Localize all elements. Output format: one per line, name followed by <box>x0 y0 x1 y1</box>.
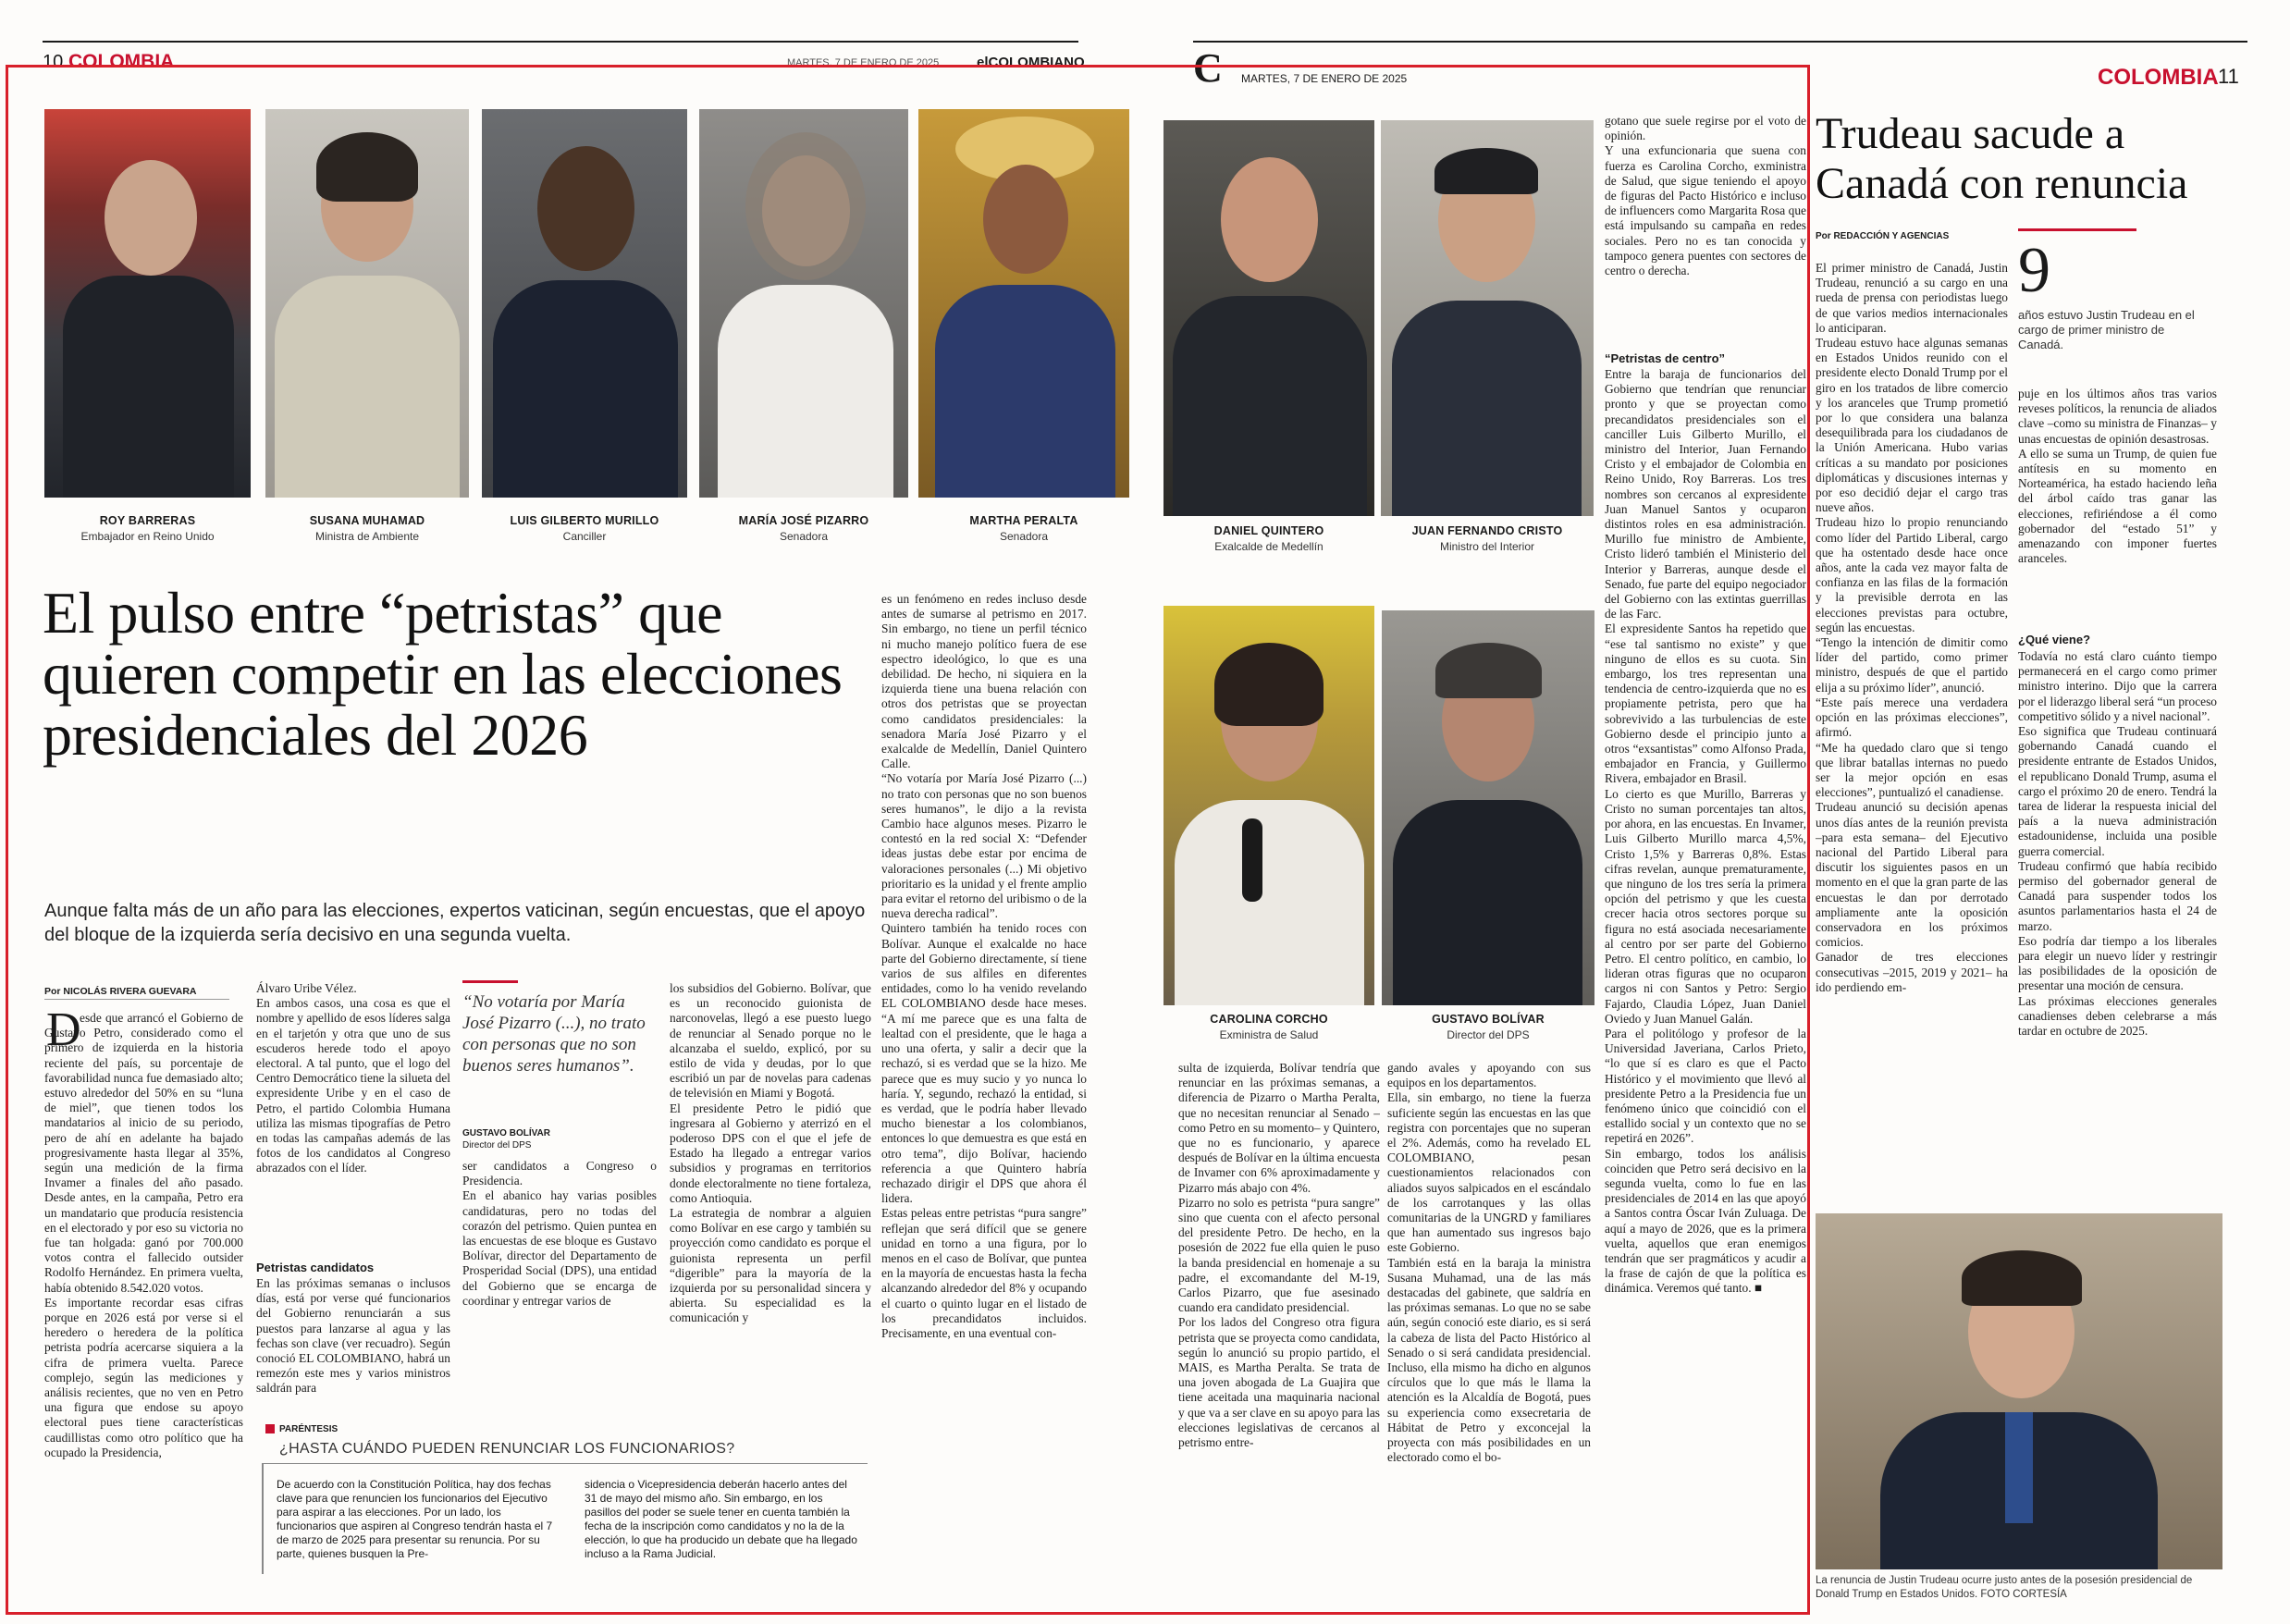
article-column-8b: Entre la baraja de funcionarios del Gobierno que tendrían que renunciar pronto y que se proyectan como precandidatos presidenciales son el canciller Luis Gilberto Murillo, el ministro del Interior, Juan Fernando Cristo y el embajador de Colombia en Reino Unido, Roy Barreras. Los tres nombres son cercanos al expresidente Juan Manuel Santos y ocuparon distintos roles en esa administración. Murillo fue ministro de Ambiente, Cristo lideró también el Ministerio del Interior y Barreras, aunque desde el Senado, fue parte del equipo negociador del Gobierno con las extintas guerrillas de las Farc. El expresidente Santos ha repetido que “ese tal santismo no existe” y que ninguno de ellos es su cuota. Sin embargo, los tres representan una tendencia de centro-izquierda que no es propiamente petrista, pero que ha sobrevivido a las turbulencias de este Gobierno desde el principio junto a otros “exsantistas” como Alfonso Prada, embajador en Francia, y Guillermo Rivera, embajador en Brasil. Lo cierto es que Murillo, Barreras y Cristo no suman porcentajes tan altos, por ahora, en las encuestas. En Invamer, Luis Gilberto Murillo marca 4,5%, Cristo 1,5% y Barreras 0,8%. Estas cifras revelan, aunque prematuramente, que ninguno de los tres sería la primera opción del petrismo y que les cuesta crecer hacia otros sectores porque su figura no está asociada necesariamente al centro por ser parte del Gobierno Petro. El centro político, en cambio, lo lideran otras figuras que no ocuparon cargos ni con Santos y Petro: Sergio Fajardo, Claudia López, Juan Daniel Oviedo y Juan Manuel Galán. Para el politólogo y profesor de la Universidad Javeriana, Carlos Prieto, “lo que sí es claro es que el Pacto Histórico y el movimiento que llevó al presidente Petro a la Presidencia fue un fenómeno único que coincidió con el estallido social y un contexto que no se repetirá en 2026”. Sin embargo, todos los análisis coinciden que Petro será decisivo en la segunda vuelta, como lo fue en las presidenciales de 2014 en las que apoyó a Santos contra Óscar Iván Zuluaga. De aquí a mayo de 2026, que es la primera vuelta, aquellos que eran enemigos tendrán que ser pragmáticos y acudir a la frase de cajón de que la política es dinámica. Veremos qué tanto. ■ <box>1605 367 1806 1296</box>
box-text-b: sidencia o Vicepresidencia deberán hacerlo antes del 31 de mayo del mismo año. Sin embargo, en los pasillos del poder se suele tener en cuenta también la fecha de la inscripción como candidatos y no la de la elección, lo que ha producido un debate que ha llegado incluso a la Rama Judicial. <box>585 1478 857 1560</box>
photo-daniel-quintero <box>1163 120 1374 516</box>
box-accent-icon <box>265 1424 275 1433</box>
caption-name: MARTHA PERALTA <box>969 514 1078 527</box>
photo-maria-jose-pizarro <box>699 109 908 498</box>
caption-role: Embajador en Reino Unido <box>80 530 215 543</box>
article-column-1: esde que arrancó el Gobierno de Gustavo Petro, considerado como el primero de izquierda en la historia reciente del país, su porcentaje de favorabilidad nunca fue demasiado alto; estuvo alrededor del 50% en su “luna de miel”, que tienen todos los mandatarios al inicio de su periodo, pero de ahí en adelante ha bajado progresivamente hasta llegar al 35%, según una medición de la firma Invamer a finales del año pasado. Desde antes, en la campaña, Petro era un mandatario que producía resistencia en el electorado y por eso su victoria no fue tan holgada: ganó por 700.000 votos contra el fallecido outsider Rodolfo Hernández. En primera vuelta, había obtenido 8.542.020 votos. Es importante recordar esas cifras porque en 2026 está por verse si el heredero o heredera de la política petrista podría acercarse siquiera a la cifra de primera vuelta. Parece complejo, según las mediciones y análisis recientes, que no ven en Petro una figura que endose su apoyo electoral pues tiene características caudillistas como otro político que ha ocupado la Presidencia, <box>44 1011 243 1459</box>
photo-martha-peralta <box>918 109 1129 498</box>
article-column-2a: Álvaro Uribe Vélez. En ambos casos, una cosa es que el nombre y apellido de esos líderes salga en el tarjetón y otra que uno de sus escuderos herede todo el apoyo electoral. A tal punto, que el logo del Centro Democrático tiene la silueta del expresidente Uribe y en el caso de Petro, el partido Colombia Humana utiliza las mismas tipografías de Petro en todas las campañas además de las fotos de los candidatos al Congreso abrazados con el líder. <box>256 981 450 1175</box>
subhead-petristas-candidatos: Petristas candidatos <box>256 1261 375 1274</box>
caption-role: Ministra de Ambiente <box>314 530 420 543</box>
pullquote <box>462 980 652 1150</box>
article-column-2b: En las próximas semanas o inclusos días, está por verse qué funcionarios del Gobierno renunciarán a sus puestos para lanzarse al agua y las fechas son clave (ver recuadro). Según conoció EL COLOMBIANO, habrá un remezón este mes y varios ministros saldrán para <box>256 1276 450 1396</box>
box-title: ¿HASTA CUÁNDO PUEDEN RENUNCIAR LOS FUNCIONARIOS? <box>279 1441 735 1457</box>
caption-role: Exalcalde de Medellín <box>1214 540 1324 553</box>
caption-name: SUSANA MUHAMAD <box>309 514 425 527</box>
caption-role: Director del DPS <box>1447 1028 1530 1041</box>
side-byline: Por REDACCIÓN Y AGENCIAS <box>1816 231 1950 241</box>
subhead-que-viene: ¿Qué viene? <box>2018 633 2091 646</box>
caption-name: GUSTAVO BOLÍVAR <box>1432 1013 1545 1026</box>
pullquote-role: Director del DPS <box>462 1140 532 1150</box>
page-number: 11 <box>2218 65 2239 88</box>
newspaper-name: elCOLOMBIANO <box>977 55 1085 70</box>
side-column-2b: Todavía no está claro cuánto tiempo permanecerá en el cargo como primer ministro interino. Dijo que la carrera por el liderazgo liberal será “un proceso competitivo sólido y a nivel nacional”. Eso significa que Trudeau continuará gobernando Canadá cuando el presidente entrante de Estados Unidos, el republicano Donald Trump, asuma el cargo el próximo 20 de enero. Tendrá la tarea de liderar la respuesta inicial del país a la nueva administración estadounidense, incluida una posible guerra comercial. Trudeau confirmó que había recibido permiso del gobernador general de Canadá para suspender todos los asuntos parlamentarios hasta el 24 de marzo. Eso podría dar tiempo a los liberales para elegir un nuevo líder y restringir las posibilidades de la oposición de presentar una moción de censura. Las próximas elecciones generales canadienses deben celebrarse a más tardar en octubre de 2025. <box>2018 649 2217 1039</box>
page-number: 10 <box>43 52 64 72</box>
box-label: PARÉNTESIS <box>279 1424 339 1434</box>
article-byline: Por NICOLÁS RIVERA GUEVARA <box>44 986 229 1000</box>
parentesis-box <box>256 1421 870 1606</box>
header-date: MARTES, 7 DE ENERO DE 2025 <box>1241 72 1408 85</box>
section-label: COLOMBIA <box>2098 65 2219 90</box>
caption-name: JUAN FERNANDO CRISTO <box>1411 524 1563 537</box>
stat-number: 9 <box>2018 235 2050 306</box>
article-column-3: ser candidatos a Congreso o Presidencia. En el abanico hay varias posibles candidaturas, pero no todas del corazón del petrismo. Quien puntea en las encuestas de ese bloque es Gustavo Bolívar, director del Departamento de Prosperidad Social (DPS), una entidad del Gobierno que se encarga de coordinar y entregar varios de <box>462 1159 657 1308</box>
caption-name: MARÍA JOSÉ PIZARRO <box>738 514 869 527</box>
caption-role: Senadora <box>779 530 829 543</box>
dropcap: D <box>46 1003 81 1056</box>
side-headline: Trudeau sacude a Canadá con renuncia <box>1816 109 2188 208</box>
photo-luis-gilberto-murillo <box>482 109 687 498</box>
photo-juan-fernando-cristo <box>1381 120 1594 516</box>
article-column-8a: gotano que suele regirse por el voto de opinión. Y una exfuncionaria que suena con fuerza es Carolina Corcho, exministra de Salud, que sigue teniendo el apoyo de figuras del Pacto Histórico e incluso de influencers como Margarita Rosa que está impulsando su campaña en redes sociales. Pero no es tan conocida y tampoco genera puentes con sectores de centro o derecha. <box>1605 114 1806 278</box>
pullquote-author: GUSTAVO BOLÍVAR <box>462 1128 550 1138</box>
photo-justin-trudeau <box>1816 1213 2222 1569</box>
stat-text: años estuvo Justin Trudeau en el cargo de primer ministro de Canadá. <box>2018 308 2195 351</box>
side-column-2: puje en los últimos años tras varios reveses políticos, la renuncia de aliados clave –como su ministra de Finanzas– y unas encuestas de opinión desastrosas. A ello se suma un Trump, de quien fue antítesis en su momento en Norteamérica, ha estado haciendo leña del árbol caído tras ganar las elecciones, refiriéndose a él como gobernador del “estado 51” y amenazando con imponer fuertes aranceles. <box>2018 387 2217 566</box>
subhead-petristas-de-centro: “Petristas de centro” <box>1605 351 1726 365</box>
caption-role: Exministra de Salud <box>1219 1028 1319 1041</box>
article-headline: El pulso entre “petristas” que quieren competir en las elecciones presidenciales del 2026 <box>43 580 843 768</box>
caption-name: DANIEL QUINTERO <box>1213 524 1324 537</box>
left-page-header <box>43 26 1085 72</box>
caption-role: Senadora <box>999 530 1049 543</box>
photo-carolina-corcho <box>1163 606 1374 1005</box>
photo-gustavo-bolivar <box>1382 610 1594 1005</box>
caption-role: Canciller <box>562 530 607 543</box>
box-text-a: De acuerdo con la Constitución Política, hay dos fechas clave para que renuncien los funcionarios del Ejecutivo para aspirar a las elecciones. Por un lado, los funcionarios que aspiren al Congreso tendrán hasta el 7 de marzo de 2025 para presentar su renuncia. Por su parte, quienes busquen la Pre- <box>277 1478 553 1560</box>
photo-susana-muhamad <box>265 109 469 498</box>
article-column-4: los subsidios del Gobierno. Bolívar, que es un reconocido guionista de narconovelas, llegó a ese puesto luego de renunciar al Senado porque no le alcanzaba el sueldo, explicó, por su estilo de vida y deudas, por lo que escribió un par de novelas para cadenas de televisión en Miami y Bogotá. El presidente Petro le pidió que ingresara al Gobierno y aterrizó en el poderoso DPS con el que el jefe de Estado ha llegado a entregar varios subsidios y programas en territorios donde electoralmente no tiene fortaleza, como Antioquia. La estrategia de nombrar a alguien como Bolívar en ese cargo y también su proyección como candidato es porque el guionista representa un perfil “digerible” para la mayoría de la izquierda por su personalidad sincera y abierta. Su especialidad es la comunicación y <box>670 981 871 1325</box>
side-column-1: El primer ministro de Canadá, Justin Trudeau, renunció a su cargo en una rueda de prensa con periodistas luego de que varios medios internacionales lo anticiparan. Trudeau estuvo hace algunas semanas en Estados Unidos reunido con el presidente electo Donald Trump por el giro en los tratados de libre comercio y los aranceles que Trump prometió por lo que considera una balanza desequilibrada para los ciudadanos de la Unión Americana. Hubo varias críticas a su mandato por posiciones diplomáticas y discusiones internas y por eso decidió dejar el cargo tras nueve años. Trudeau hizo lo propio renunciando como líder del Partido Liberal, cargo que ha ostentado desde hace once años, ante la cada vez mayor falta de confianza en las filas de la formación y la previsible derrota en las elecciones previstas para octubre, según las encuestas. “Tengo la intención de dimitir como líder del partido, como primer ministro, después de que el partido elija a su próximo líder”, anunció. “Este país merece una verdadera opción en las próximas elecciones”, afirmó. “Me ha quedado claro que si tengo que librar batallas internas no puedo ser la mejor opción en esas elecciones”, puntualizó el canadiense. Trudeau anunció su decisión apenas unos días antes de la reunión prevista –para esta semana– del Ejecutivo nacional del Partido Liberal para discutir los siguientes pasos en un momento en el que la gran parte de las encuestas le dan por derrotado ampliamente ante la oposición conservadora en los próximos comicios. Ganador de tres elecciones consecutivas –2015, 2019 y 2021– ha ido perdiendo em- <box>1816 261 2008 994</box>
caption-name: CAROLINA CORCHO <box>1210 1013 1328 1026</box>
section-label: COLOMBIA <box>68 51 175 72</box>
header-date: MARTES, 7 DE ENERO DE 2025 <box>787 57 940 68</box>
pullquote-text: “No votaría por María José Pizarro (...), no trato con personas que no son buenos seres humanos”. <box>462 992 646 1076</box>
paper-logo: C <box>1193 45 1223 91</box>
article-column-6: sulta de izquierda, Bolívar tendría que renunciar en las próximas semanas, a diferencia de Pizarro o Martha Peralta, que no necesitan renunciar al Senado –como Petro en su momento– y Quintero, que no es funcionario, y aparece después de Bolívar en la última encuesta de Invamer con 6% aproximadamente y Pizarro más abajo con 4%. Pizarro no solo es petrista “pura sangre” sino que cuenta con el afecto personal del presidente Petro. De hecho, en la posesión de 2022 fue ella quien le puso la banda presidencial en homenaje a su padre, el excomandante del M-19, Carlos Pizarro, que fue asesinado cuando era candidato presidencial. Por los lados del Congreso otra figura petrista que se proyecta como candidata, según lo anunció su propio partido, el MAIS, es Martha Peralta. Se trata de una joven abogada de La Guajira que tiene aceitada una maquinaria nacional y que va a ser clave en su apoyo para las elecciones legislativas de cercanos al petrismo entre- <box>1178 1061 1380 1450</box>
article-deck: Aunque falta más de un año para las elecciones, expertos vaticinan, según encuestas, que el apoyo del bloque de la izquierda sería decisivo en una segunda vuelta. <box>44 901 866 945</box>
article-column-5: es un fenómeno en redes incluso desde antes de sumarse al petrismo en 2017. Sin embargo, no tiene un perfil técnico ni mucho manejo político fuera de ese espectro ideológico, lo que es una debilidad. De hecho, ni siquiera en la izquierda tiene una buena relación con otros dos petristas que se proyectan como candidatos presidenciales: la senadora María José Pizarro y el exalcalde de Medellín, Daniel Quintero Calle. “No votaría por María José Pizarro (...) no trato con personas que no son buenos seres humanos”, le dijo a la revista Cambio hace algunos meses. Pizarro le contestó en la red social X: “Defender ideas justas debe estar por encima de valoraciones personales (...) Mi objetivo prioritario es la unidad y el frente amplio para evitar el retorno del uribismo o de la nueva derecha radical”. Quintero también ha tenido roces con Bolívar. Aunque el exalcalde no hace parte del Gobierno directamente, sí tiene varios de sus alfiles en diferentes entidades, como lo ha venido revelando EL COLOMBIANO desde hace meses. “A mí me parece que es una falta de lealtad con el presidente, que le haga a uno una oferta, y salir a decir que la rechazó, si es verdad que se la hizo. Me parece que es muy sucio y yo nunca lo haría. Y, segundo, rechazó la entidad, si es verdad, que le podría haber llevado mucho bienestar a los colombianos, entonces lo que demuestra es que está en otro tema”, dijo Bolívar, haciendo referencia a que Quintero habría rechazado dirigir el DPS que ahora él lidera. Estas peleas entre petristas “pura sangre” reflejan que será difícil que se genere unidad en torno a una figura, por lo menos en el caso de Bolívar, que puntea en la mayoría de encuestas hasta la fecha alcanzando alrededor del 8% y ocupando el cuarto o quinto lugar en el listado de los precandidatos incluidos. Precisamente, en una eventual con- <box>881 592 1087 1340</box>
stat-rule <box>2018 228 2136 231</box>
caption-name: ROY BARRERAS <box>99 514 196 527</box>
caption-name: LUIS GILBERTO MURILLO <box>510 514 659 527</box>
photo-roy-barreras <box>44 109 251 498</box>
article-column-7: gando avales y apoyando con sus equipos en los departamentos. Ella, sin embargo, no tiene la fuerza suficiente según las encuestas en las que registra con porcentajes que no superan el 2%. Además, como ha revelado EL COLOMBIANO, pesan cuestionamientos relacionados con aliados suyos salpicados en el escándalo de los carrotanques y las ollas comunitarias de la UNGRD y familiares que han aumentado sus ingresos bajo este Gobierno. También está en la baraja la ministra Susana Muhamad, una de las más destacadas del gabinete, que saldría en las próximas semanas. Lo que no se sabe aún, según conoció este diario, es si será la cabeza de lista del Pacto Histórico al Senado o si será candidata presidencial. Incluso, ella mismo ha dicho en algunos círculos que lo que más le llama la atención es la Alcaldía de Bogotá, pues su experiencia como exsecretaria de Hábitat de Petro y exconcejal la proyecta con más posibilidades en un electorado como el bo- <box>1387 1061 1591 1465</box>
caption-role: Ministro del Interior <box>1439 540 1535 553</box>
photo-caption: La renuncia de Justin Trudeau ocurre justo antes de la posesión presidencial de Donald Trump en Estados Unidos. FOTO CORTESÍA <box>1816 1575 2193 1600</box>
